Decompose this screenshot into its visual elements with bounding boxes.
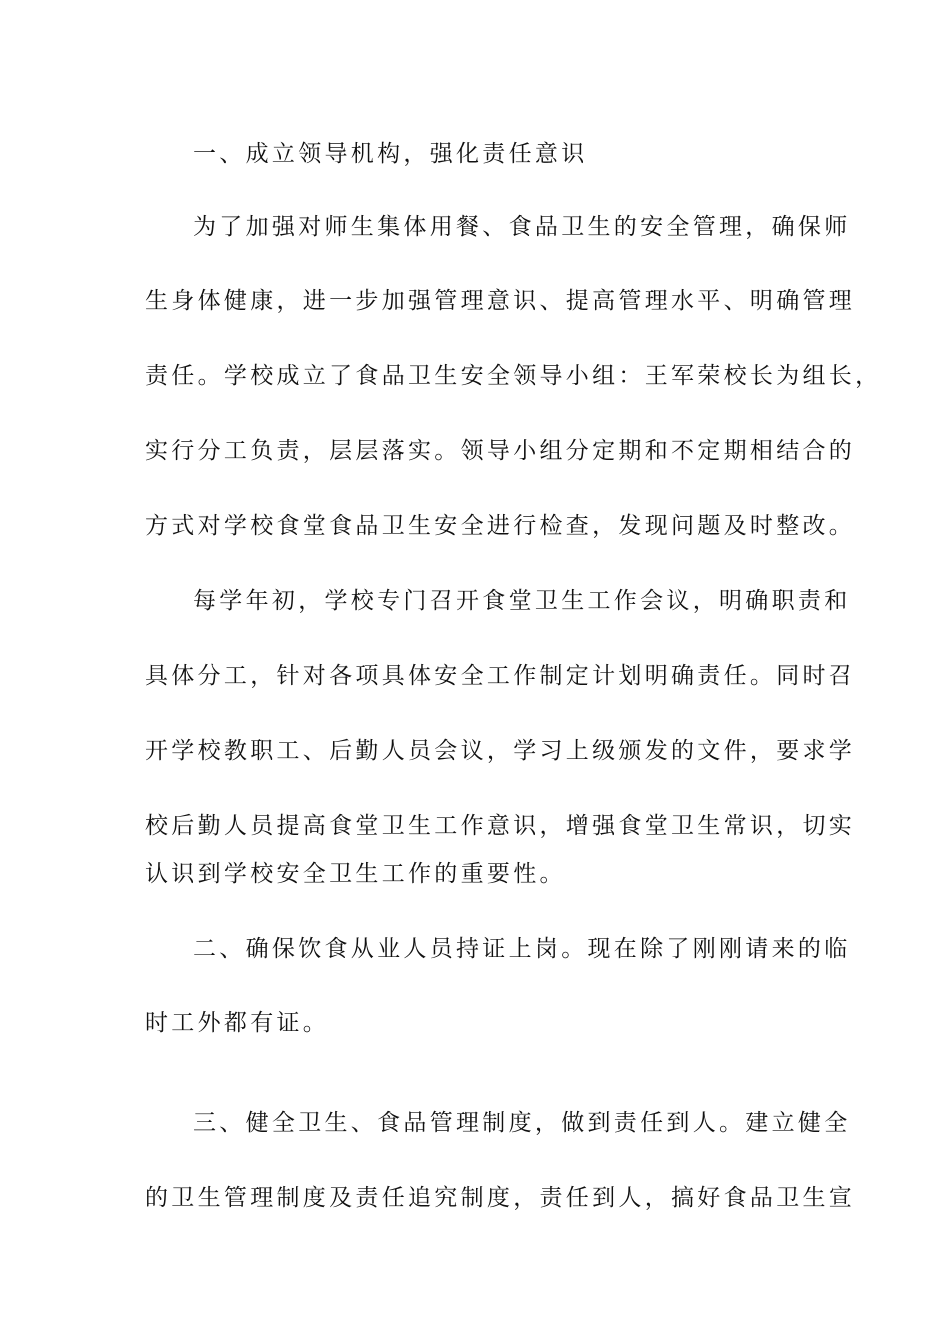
- section-heading-1: 一、成立领导机构，强化责任意识: [193, 141, 588, 167]
- paragraph-line: 为了加强对师生集体用餐、食品卫生的安全管理，确保师: [193, 214, 851, 240]
- paragraph-line: 具体分工，针对各项具体安全工作制定计划明确责任。同时召: [145, 663, 856, 689]
- paragraph-line: 方式对学校食堂食品卫生安全进行检查，发现问题及时整改。: [145, 513, 856, 539]
- paragraph-line: 实行分工负责，层层落实。领导小组分定期和不定期相结合的: [145, 438, 856, 464]
- paragraph-line: 责任。学校成立了食品卫生安全领导小组：王军荣校长为组长，: [145, 363, 882, 389]
- section-heading-2: 二、确保饮食从业人员持证上岗。现在除了刚刚请来的临: [193, 936, 851, 962]
- paragraph-line: 的卫生管理制度及责任追究制度，责任到人，搞好食品卫生宣: [145, 1185, 856, 1211]
- paragraph-line: 认识到学校安全卫生工作的重要性。: [145, 861, 566, 887]
- paragraph-line: 时工外都有证。: [145, 1010, 330, 1036]
- paragraph-line: 开学校教职工、后勤人员会议，学习上级颁发的文件，要求学: [145, 738, 856, 764]
- section-heading-3: 三、健全卫生、食品管理制度，做到责任到人。建立健全: [193, 1110, 851, 1136]
- paragraph-line: 校后勤人员提高食堂卫生工作意识，增强食堂卫生常识，切实: [145, 813, 856, 839]
- paragraph-line: 每学年初，学校专门召开食堂卫生工作会议，明确职责和: [193, 588, 851, 614]
- paragraph-line: 生身体健康，进一步加强管理意识、提高管理水平、明确管理: [145, 288, 856, 314]
